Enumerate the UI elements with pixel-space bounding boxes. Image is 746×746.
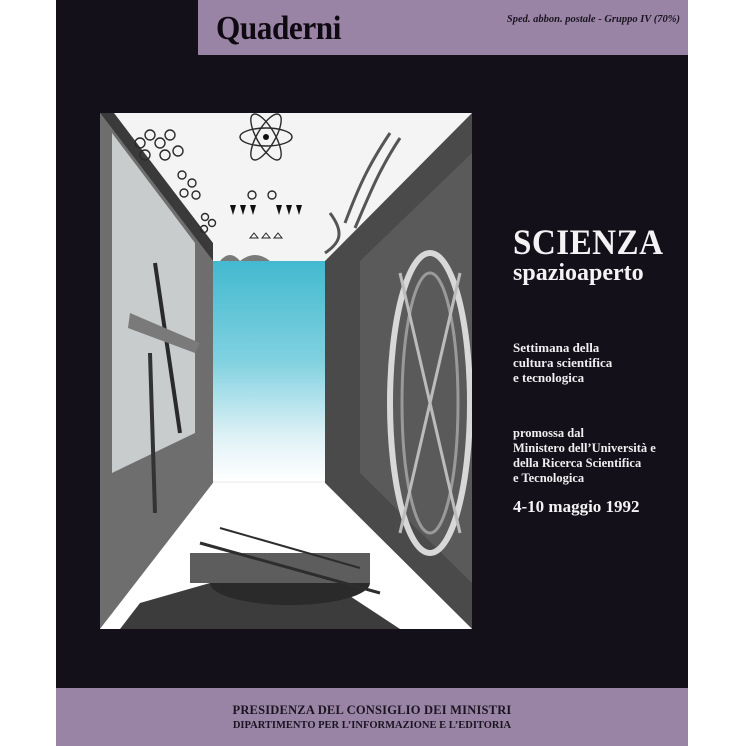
top-band [198, 0, 688, 55]
description-line: e tecnologica [513, 370, 585, 385]
headline-title: SCIENZA [513, 222, 664, 262]
promoter-text [513, 426, 656, 486]
bottom-band [56, 688, 688, 746]
publisher-line-1: PRESIDENZA DEL CONSIGLIO DEI MINISTRI [232, 703, 512, 717]
promoter-line: e Tecnologica [513, 471, 585, 485]
series-title: Quaderni [216, 10, 341, 47]
headline-subtitle: spazioaperto [513, 260, 644, 286]
event-description [513, 340, 612, 385]
sky-opening [213, 261, 325, 481]
event-dates: 4-10 maggio 1992 [513, 497, 640, 516]
magazine-cover [56, 0, 688, 746]
cover-illustration [100, 113, 472, 629]
headline-block [513, 224, 677, 286]
description-line: Settimana della [513, 340, 600, 355]
publisher-line-2: DIPARTIMENTO PER L’INFORMAZIONE E L’EDITORIA [232, 720, 512, 731]
promoter-line: della Ricerca Scientifica [513, 456, 642, 470]
postal-notice: Sped. abbon. postale - Gruppo IV (70%) [506, 14, 680, 25]
description-line: cultura scientifica [513, 355, 613, 370]
promoter-line: Ministero dell’Università e [513, 441, 656, 455]
promoter-line: promossa dal [513, 426, 584, 440]
